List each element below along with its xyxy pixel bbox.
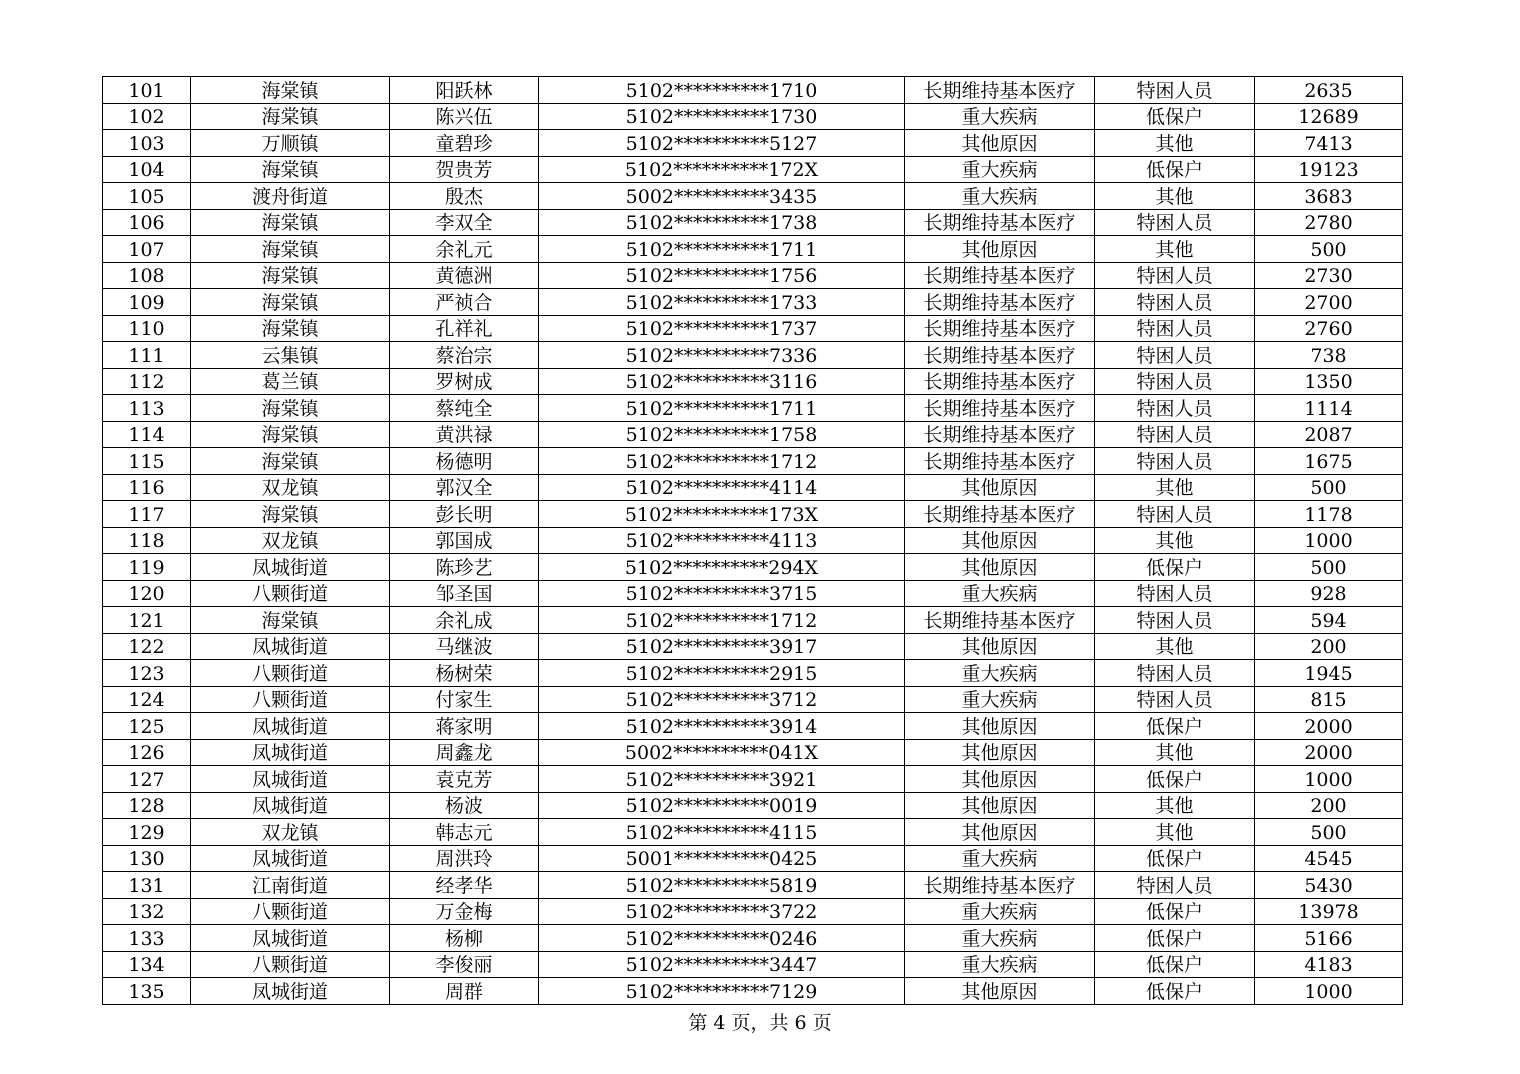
cell-assistance-reason: 长期维持基本医疗 — [905, 368, 1095, 395]
cell-id-number: 5002**********3435 — [539, 183, 905, 210]
cell-person-name: 周群 — [390, 978, 539, 1005]
cell-township: 海棠镇 — [191, 77, 390, 104]
cell-household-category: 特困人员 — [1095, 368, 1255, 395]
cell-row-number: 121 — [103, 607, 191, 634]
cell-row-number: 102 — [103, 103, 191, 130]
cell-id-number: 5102**********5127 — [539, 130, 905, 157]
table-row — [103, 978, 1403, 1005]
cell-id-number: 5102**********3914 — [539, 713, 905, 740]
cell-id-number: 5102**********5819 — [539, 872, 905, 899]
cell-household-category: 特困人员 — [1095, 501, 1255, 528]
cell-id-number: 5102**********3116 — [539, 368, 905, 395]
cell-amount: 12689 — [1255, 103, 1403, 130]
cell-assistance-reason: 重大疾病 — [905, 660, 1095, 687]
cell-amount: 5430 — [1255, 872, 1403, 899]
table-row — [103, 713, 1403, 740]
cell-township: 云集镇 — [191, 342, 390, 369]
table-row — [103, 262, 1403, 289]
table-row — [103, 872, 1403, 899]
cell-person-name: 周鑫龙 — [390, 739, 539, 766]
cell-person-name: 陈珍艺 — [390, 554, 539, 581]
table-row — [103, 792, 1403, 819]
cell-household-category: 特困人员 — [1095, 342, 1255, 369]
table-row — [103, 77, 1403, 104]
cell-id-number: 5001**********0425 — [539, 845, 905, 872]
cell-amount: 1178 — [1255, 501, 1403, 528]
cell-person-name: 经孝华 — [390, 872, 539, 899]
cell-row-number: 107 — [103, 236, 191, 263]
cell-id-number: 5102**********1737 — [539, 315, 905, 342]
cell-assistance-reason: 长期维持基本医疗 — [905, 77, 1095, 104]
cell-row-number: 128 — [103, 792, 191, 819]
cell-amount: 4183 — [1255, 951, 1403, 978]
cell-row-number: 120 — [103, 580, 191, 607]
cell-id-number: 5102**********2915 — [539, 660, 905, 687]
cell-township: 江南街道 — [191, 872, 390, 899]
cell-id-number: 5102**********3715 — [539, 580, 905, 607]
table-body — [103, 77, 1403, 1005]
cell-row-number: 127 — [103, 766, 191, 793]
table-row — [103, 660, 1403, 687]
cell-amount: 2000 — [1255, 713, 1403, 740]
cell-household-category: 特困人员 — [1095, 315, 1255, 342]
cell-amount: 2700 — [1255, 289, 1403, 316]
cell-assistance-reason: 长期维持基本医疗 — [905, 872, 1095, 899]
cell-amount: 2635 — [1255, 77, 1403, 104]
cell-household-category: 特困人员 — [1095, 209, 1255, 236]
table-row — [103, 236, 1403, 263]
table-row — [103, 607, 1403, 634]
cell-township: 双龙镇 — [191, 527, 390, 554]
cell-person-name: 彭长明 — [390, 501, 539, 528]
cell-person-name: 黄德洲 — [390, 262, 539, 289]
cell-amount: 928 — [1255, 580, 1403, 607]
cell-assistance-reason: 重大疾病 — [905, 156, 1095, 183]
cell-township: 凤城街道 — [191, 739, 390, 766]
cell-township: 八颗街道 — [191, 580, 390, 607]
table-row — [103, 951, 1403, 978]
cell-row-number: 108 — [103, 262, 191, 289]
cell-person-name: 孔祥礼 — [390, 315, 539, 342]
cell-id-number: 5102**********3712 — [539, 686, 905, 713]
cell-township: 葛兰镇 — [191, 368, 390, 395]
cell-row-number: 131 — [103, 872, 191, 899]
table-row — [103, 925, 1403, 952]
cell-assistance-reason: 重大疾病 — [905, 845, 1095, 872]
cell-assistance-reason: 长期维持基本医疗 — [905, 209, 1095, 236]
cell-row-number: 106 — [103, 209, 191, 236]
cell-row-number: 101 — [103, 77, 191, 104]
cell-row-number: 119 — [103, 554, 191, 581]
cell-row-number: 112 — [103, 368, 191, 395]
cell-township: 凤城街道 — [191, 978, 390, 1005]
cell-row-number: 117 — [103, 501, 191, 528]
cell-person-name: 邹圣国 — [390, 580, 539, 607]
cell-row-number: 116 — [103, 474, 191, 501]
cell-person-name: 杨柳 — [390, 925, 539, 952]
table-row — [103, 580, 1403, 607]
cell-row-number: 125 — [103, 713, 191, 740]
cell-household-category: 其他 — [1095, 739, 1255, 766]
cell-household-category: 特困人员 — [1095, 660, 1255, 687]
cell-assistance-reason: 重大疾病 — [905, 580, 1095, 607]
cell-township: 万顺镇 — [191, 130, 390, 157]
table-row — [103, 554, 1403, 581]
cell-amount: 594 — [1255, 607, 1403, 634]
cell-household-category: 其他 — [1095, 236, 1255, 263]
cell-household-category: 特困人员 — [1095, 421, 1255, 448]
cell-amount: 500 — [1255, 819, 1403, 846]
cell-person-name: 童碧珍 — [390, 130, 539, 157]
cell-row-number: 114 — [103, 421, 191, 448]
cell-id-number: 5102**********1738 — [539, 209, 905, 236]
table-row — [103, 156, 1403, 183]
cell-person-name: 万金梅 — [390, 898, 539, 925]
cell-assistance-reason: 重大疾病 — [905, 686, 1095, 713]
cell-id-number: 5102**********1758 — [539, 421, 905, 448]
data-table — [102, 76, 1403, 1005]
cell-person-name: 韩志元 — [390, 819, 539, 846]
cell-assistance-reason: 长期维持基本医疗 — [905, 501, 1095, 528]
cell-person-name: 严祯合 — [390, 289, 539, 316]
cell-township: 八颗街道 — [191, 660, 390, 687]
cell-assistance-reason: 其他原因 — [905, 766, 1095, 793]
cell-assistance-reason: 长期维持基本医疗 — [905, 342, 1095, 369]
cell-row-number: 130 — [103, 845, 191, 872]
cell-township: 海棠镇 — [191, 607, 390, 634]
cell-person-name: 杨德明 — [390, 448, 539, 475]
cell-household-category: 低保户 — [1095, 766, 1255, 793]
cell-person-name: 郭国成 — [390, 527, 539, 554]
table-row — [103, 819, 1403, 846]
cell-household-category: 特困人员 — [1095, 872, 1255, 899]
cell-township: 海棠镇 — [191, 103, 390, 130]
cell-assistance-reason: 其他原因 — [905, 819, 1095, 846]
table-row — [103, 845, 1403, 872]
cell-person-name: 杨波 — [390, 792, 539, 819]
cell-amount: 2087 — [1255, 421, 1403, 448]
cell-assistance-reason: 其他原因 — [905, 474, 1095, 501]
cell-township: 凤城街道 — [191, 845, 390, 872]
cell-row-number: 133 — [103, 925, 191, 952]
cell-township: 凤城街道 — [191, 633, 390, 660]
table-row — [103, 474, 1403, 501]
cell-person-name: 贺贵芳 — [390, 156, 539, 183]
cell-amount: 1350 — [1255, 368, 1403, 395]
cell-id-number: 5102**********1711 — [539, 236, 905, 263]
page-footer: 第 4 页，共 6 页 — [688, 1012, 832, 1034]
cell-household-category: 低保户 — [1095, 898, 1255, 925]
cell-person-name: 余礼元 — [390, 236, 539, 263]
cell-township: 双龙镇 — [191, 474, 390, 501]
cell-township: 海棠镇 — [191, 289, 390, 316]
cell-id-number: 5102**********294X — [539, 554, 905, 581]
cell-id-number: 5102**********7129 — [539, 978, 905, 1005]
cell-household-category: 特困人员 — [1095, 607, 1255, 634]
table-row — [103, 766, 1403, 793]
cell-township: 凤城街道 — [191, 792, 390, 819]
cell-person-name: 袁克芳 — [390, 766, 539, 793]
cell-amount: 1675 — [1255, 448, 1403, 475]
cell-id-number: 5102**********4115 — [539, 819, 905, 846]
cell-person-name: 郭汉全 — [390, 474, 539, 501]
cell-person-name: 周洪玲 — [390, 845, 539, 872]
cell-person-name: 陈兴伍 — [390, 103, 539, 130]
cell-assistance-reason: 其他原因 — [905, 236, 1095, 263]
cell-township: 海棠镇 — [191, 448, 390, 475]
cell-household-category: 特困人员 — [1095, 448, 1255, 475]
cell-amount: 13978 — [1255, 898, 1403, 925]
table-row — [103, 448, 1403, 475]
cell-person-name: 马继波 — [390, 633, 539, 660]
cell-row-number: 122 — [103, 633, 191, 660]
cell-person-name: 阳跃林 — [390, 77, 539, 104]
cell-id-number: 5102**********0246 — [539, 925, 905, 952]
table-row — [103, 527, 1403, 554]
cell-household-category: 低保户 — [1095, 951, 1255, 978]
cell-id-number: 5102**********1712 — [539, 607, 905, 634]
cell-amount: 1114 — [1255, 395, 1403, 422]
cell-amount: 1000 — [1255, 978, 1403, 1005]
cell-assistance-reason: 其他原因 — [905, 527, 1095, 554]
cell-assistance-reason: 重大疾病 — [905, 898, 1095, 925]
cell-person-name: 付家生 — [390, 686, 539, 713]
cell-amount: 2000 — [1255, 739, 1403, 766]
cell-id-number: 5102**********3917 — [539, 633, 905, 660]
cell-person-name: 黄洪禄 — [390, 421, 539, 448]
table-row — [103, 421, 1403, 448]
cell-assistance-reason: 长期维持基本医疗 — [905, 315, 1095, 342]
cell-assistance-reason: 长期维持基本医疗 — [905, 421, 1095, 448]
cell-household-category: 其他 — [1095, 474, 1255, 501]
cell-household-category: 特困人员 — [1095, 77, 1255, 104]
cell-id-number: 5102**********1711 — [539, 395, 905, 422]
cell-assistance-reason: 长期维持基本医疗 — [905, 607, 1095, 634]
cell-township: 凤城街道 — [191, 554, 390, 581]
cell-amount: 1000 — [1255, 527, 1403, 554]
cell-amount: 500 — [1255, 554, 1403, 581]
cell-assistance-reason: 长期维持基本医疗 — [905, 448, 1095, 475]
cell-amount: 5166 — [1255, 925, 1403, 952]
cell-assistance-reason: 长期维持基本医疗 — [905, 262, 1095, 289]
cell-id-number: 5102**********1730 — [539, 103, 905, 130]
cell-amount: 2780 — [1255, 209, 1403, 236]
cell-township: 海棠镇 — [191, 156, 390, 183]
cell-id-number: 5102**********1756 — [539, 262, 905, 289]
cell-row-number: 135 — [103, 978, 191, 1005]
cell-amount: 500 — [1255, 474, 1403, 501]
cell-assistance-reason: 其他原因 — [905, 130, 1095, 157]
cell-township: 海棠镇 — [191, 421, 390, 448]
cell-amount: 7413 — [1255, 130, 1403, 157]
cell-assistance-reason: 其他原因 — [905, 633, 1095, 660]
cell-id-number: 5102**********4114 — [539, 474, 905, 501]
table-row — [103, 130, 1403, 157]
cell-township: 八颗街道 — [191, 686, 390, 713]
cell-assistance-reason: 其他原因 — [905, 554, 1095, 581]
cell-township: 海棠镇 — [191, 395, 390, 422]
table-row — [103, 209, 1403, 236]
table-row — [103, 368, 1403, 395]
cell-id-number: 5102**********7336 — [539, 342, 905, 369]
cell-id-number: 5102**********173X — [539, 501, 905, 528]
cell-assistance-reason: 重大疾病 — [905, 103, 1095, 130]
cell-household-category: 其他 — [1095, 130, 1255, 157]
cell-person-name: 蒋家明 — [390, 713, 539, 740]
cell-id-number: 5102**********4113 — [539, 527, 905, 554]
cell-row-number: 123 — [103, 660, 191, 687]
cell-row-number: 110 — [103, 315, 191, 342]
cell-id-number: 5102**********0019 — [539, 792, 905, 819]
cell-household-category: 其他 — [1095, 633, 1255, 660]
cell-person-name: 李双全 — [390, 209, 539, 236]
cell-household-category: 特困人员 — [1095, 262, 1255, 289]
cell-row-number: 132 — [103, 898, 191, 925]
cell-township: 八颗街道 — [191, 951, 390, 978]
cell-person-name: 殷杰 — [390, 183, 539, 210]
cell-person-name: 李俊丽 — [390, 951, 539, 978]
cell-household-category: 低保户 — [1095, 925, 1255, 952]
cell-id-number: 5102**********3722 — [539, 898, 905, 925]
cell-household-category: 低保户 — [1095, 845, 1255, 872]
cell-amount: 19123 — [1255, 156, 1403, 183]
table-row — [103, 633, 1403, 660]
cell-row-number: 103 — [103, 130, 191, 157]
table-row — [103, 501, 1403, 528]
cell-assistance-reason: 长期维持基本医疗 — [905, 395, 1095, 422]
cell-household-category: 特困人员 — [1095, 580, 1255, 607]
table-row — [103, 686, 1403, 713]
cell-township: 凤城街道 — [191, 925, 390, 952]
table-row — [103, 315, 1403, 342]
table-row — [103, 898, 1403, 925]
table-row — [103, 289, 1403, 316]
cell-amount: 500 — [1255, 236, 1403, 263]
cell-household-category: 其他 — [1095, 183, 1255, 210]
cell-person-name: 蔡纯全 — [390, 395, 539, 422]
cell-person-name: 余礼成 — [390, 607, 539, 634]
cell-household-category: 低保户 — [1095, 978, 1255, 1005]
cell-township: 凤城街道 — [191, 713, 390, 740]
cell-row-number: 129 — [103, 819, 191, 846]
cell-household-category: 特困人员 — [1095, 289, 1255, 316]
cell-household-category: 低保户 — [1095, 103, 1255, 130]
cell-township: 海棠镇 — [191, 209, 390, 236]
cell-row-number: 134 — [103, 951, 191, 978]
cell-id-number: 5102**********3447 — [539, 951, 905, 978]
cell-id-number: 5002**********041X — [539, 739, 905, 766]
table-row — [103, 103, 1403, 130]
cell-assistance-reason: 其他原因 — [905, 739, 1095, 766]
cell-household-category: 特困人员 — [1095, 395, 1255, 422]
cell-township: 海棠镇 — [191, 315, 390, 342]
cell-row-number: 113 — [103, 395, 191, 422]
cell-row-number: 104 — [103, 156, 191, 183]
cell-household-category: 特困人员 — [1095, 686, 1255, 713]
cell-household-category: 低保户 — [1095, 554, 1255, 581]
cell-household-category: 其他 — [1095, 527, 1255, 554]
cell-id-number: 5102**********1710 — [539, 77, 905, 104]
cell-household-category: 其他 — [1095, 819, 1255, 846]
cell-township: 双龙镇 — [191, 819, 390, 846]
cell-amount: 200 — [1255, 792, 1403, 819]
cell-row-number: 118 — [103, 527, 191, 554]
cell-id-number: 5102**********1712 — [539, 448, 905, 475]
cell-id-number: 5102**********172X — [539, 156, 905, 183]
cell-id-number: 5102**********3921 — [539, 766, 905, 793]
cell-amount: 1945 — [1255, 660, 1403, 687]
cell-household-category: 低保户 — [1095, 156, 1255, 183]
cell-row-number: 124 — [103, 686, 191, 713]
cell-township: 海棠镇 — [191, 262, 390, 289]
cell-person-name: 杨树荣 — [390, 660, 539, 687]
cell-amount: 738 — [1255, 342, 1403, 369]
cell-assistance-reason: 重大疾病 — [905, 925, 1095, 952]
cell-household-category: 其他 — [1095, 792, 1255, 819]
table-row — [103, 342, 1403, 369]
cell-id-number: 5102**********1733 — [539, 289, 905, 316]
cell-row-number: 111 — [103, 342, 191, 369]
cell-amount: 815 — [1255, 686, 1403, 713]
cell-amount: 200 — [1255, 633, 1403, 660]
cell-assistance-reason: 长期维持基本医疗 — [905, 289, 1095, 316]
cell-person-name: 蔡治宗 — [390, 342, 539, 369]
cell-assistance-reason: 其他原因 — [905, 978, 1095, 1005]
cell-amount: 2760 — [1255, 315, 1403, 342]
table-row — [103, 395, 1403, 422]
cell-assistance-reason: 其他原因 — [905, 792, 1095, 819]
cell-township: 海棠镇 — [191, 501, 390, 528]
cell-township: 凤城街道 — [191, 766, 390, 793]
cell-assistance-reason: 其他原因 — [905, 713, 1095, 740]
cell-amount: 2730 — [1255, 262, 1403, 289]
cell-township: 海棠镇 — [191, 236, 390, 263]
table-row — [103, 183, 1403, 210]
cell-amount: 3683 — [1255, 183, 1403, 210]
cell-township: 八颗街道 — [191, 898, 390, 925]
table-row — [103, 739, 1403, 766]
cell-person-name: 罗树成 — [390, 368, 539, 395]
cell-row-number: 105 — [103, 183, 191, 210]
cell-row-number: 109 — [103, 289, 191, 316]
cell-amount: 1000 — [1255, 766, 1403, 793]
cell-household-category: 低保户 — [1095, 713, 1255, 740]
cell-assistance-reason: 重大疾病 — [905, 951, 1095, 978]
cell-row-number: 126 — [103, 739, 191, 766]
cell-assistance-reason: 重大疾病 — [905, 183, 1095, 210]
cell-amount: 4545 — [1255, 845, 1403, 872]
cell-row-number: 115 — [103, 448, 191, 475]
cell-township: 渡舟街道 — [191, 183, 390, 210]
